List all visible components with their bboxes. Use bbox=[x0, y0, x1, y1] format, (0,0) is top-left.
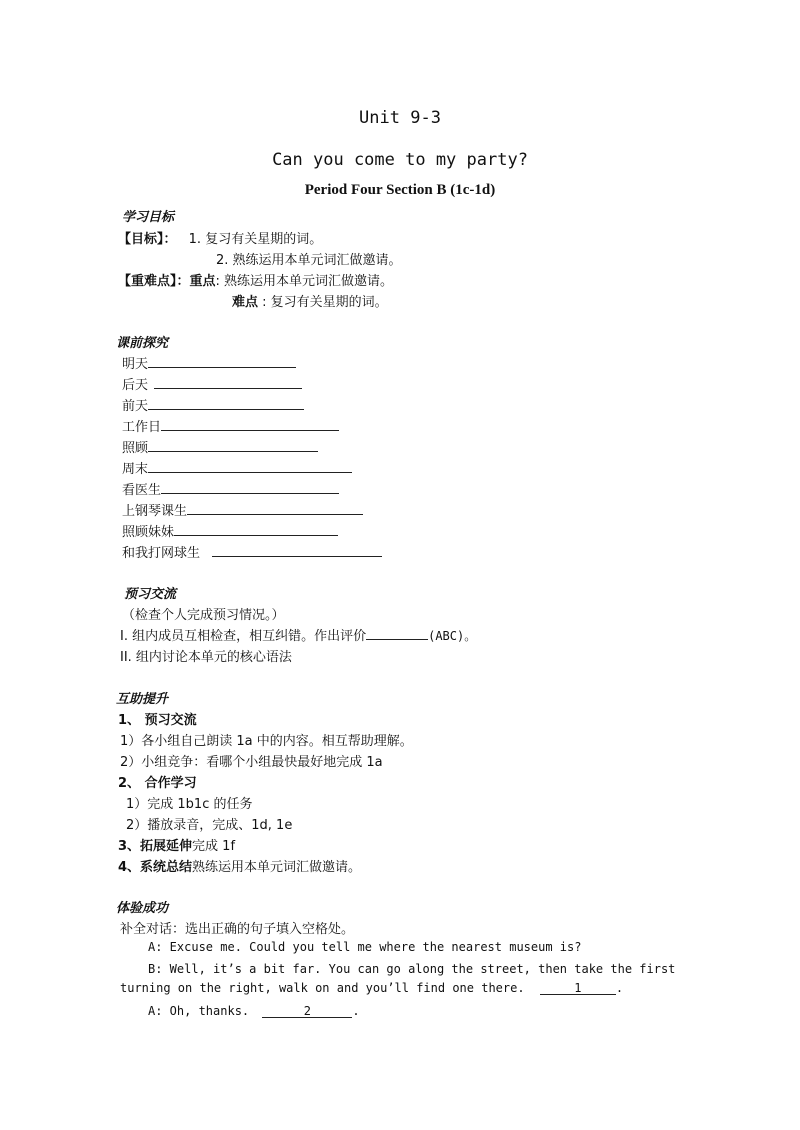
answer-blank bbox=[187, 501, 363, 515]
answer-blank bbox=[148, 396, 304, 410]
section-3: 3、拓展延伸完成 1f bbox=[118, 839, 236, 854]
difficult-label: 难点 bbox=[232, 295, 259, 310]
difficult-row bbox=[232, 291, 388, 310]
success-heading: 体验成功 bbox=[116, 901, 169, 916]
target-2: 2. 熟练运用本单元词汇做邀请。 bbox=[216, 253, 402, 268]
key-label: 【重难点】： bbox=[118, 274, 190, 289]
answer-blank bbox=[161, 417, 339, 431]
dialogue-b1: B: Well, it’s a bit far. You can go along the street, then take the first bbox=[148, 962, 676, 976]
goals-heading: 学习目标 bbox=[122, 210, 175, 225]
answer-blank bbox=[148, 354, 296, 368]
unit-title: Unit 9-3 bbox=[359, 108, 441, 128]
vocab-item: 后天 bbox=[122, 374, 302, 393]
dialogue-a2: A: Oh, thanks. 2 . bbox=[148, 1004, 360, 1018]
target-1: 1. 复习有关星期的词。 bbox=[188, 232, 323, 247]
dialogue-a1: A: Excuse me. Could you tell me where the nearest museum is? bbox=[148, 940, 582, 954]
key-point-label: 重点 bbox=[189, 274, 216, 289]
exchange-item-2: II. 组内讨论本单元的核心语法 bbox=[120, 650, 292, 665]
answer-blank bbox=[148, 459, 352, 473]
difficult-point: : 复习有关星期的词。 bbox=[258, 295, 388, 310]
section-1-item-2: 2）小组竞争：看哪个小组最快最好地完成 1a bbox=[120, 755, 383, 770]
dialogue-blank-1: 1 bbox=[540, 981, 616, 995]
section-1-title: 1、 预习交流 bbox=[118, 713, 197, 728]
dialogue-b2: turning on the right, walk on and you’ll find one there. 1 . bbox=[120, 981, 624, 995]
lesson-title: Can you come to my party? bbox=[272, 150, 528, 170]
vocab-item: 明天 bbox=[122, 353, 296, 372]
target-row-1 bbox=[118, 228, 322, 247]
section-2-item-1: 1）完成 1b1c 的任务 bbox=[126, 797, 253, 812]
answer-blank bbox=[154, 375, 302, 389]
vocab-item: 和我打网球生 bbox=[122, 542, 382, 561]
section-2-item-2: 2）播放录音，完成、1d, 1e bbox=[126, 818, 293, 833]
exchange-heading: 预习交流 bbox=[124, 587, 177, 602]
answer-blank bbox=[161, 480, 339, 494]
rating-blank bbox=[366, 626, 428, 640]
period-title: Period Four Section B (1c-1d) bbox=[304, 182, 496, 198]
answer-blank bbox=[148, 438, 318, 452]
vocab-item: 前天 bbox=[122, 395, 304, 414]
vocab-item: 工作日 bbox=[122, 416, 339, 435]
mutual-heading: 互助提升 bbox=[116, 692, 169, 707]
target-label: 【目标】： bbox=[118, 232, 177, 247]
key-point: : 熟练运用本单元词汇做邀请。 bbox=[215, 274, 394, 289]
exchange-item-1: I. 组内成员互相检查，相互纠错。作出评价 (ABC)。 bbox=[120, 625, 476, 644]
dialogue-blank-2: 2 bbox=[262, 1004, 352, 1018]
preview-heading: 课前探究 bbox=[116, 336, 169, 351]
section-2-title: 2、 合作学习 bbox=[118, 776, 197, 791]
section-1-item-1: 1）各小组自己朗读 1a 中的内容。相互帮助理解。 bbox=[120, 734, 413, 749]
vocab-item: 看医生 bbox=[122, 479, 339, 498]
vocab-item: 照顾妹妹 bbox=[122, 521, 338, 540]
vocab-item: 照顾 bbox=[122, 437, 318, 456]
vocab-item: 上钢琴课生 bbox=[122, 500, 363, 519]
answer-blank bbox=[212, 543, 382, 557]
vocab-item: 周末 bbox=[122, 458, 352, 477]
key-row bbox=[118, 270, 393, 289]
section-4: 4、系统总结熟练运用本单元词汇做邀请。 bbox=[118, 860, 362, 875]
success-instruction: 补全对话：选出正确的句子填入空格处。 bbox=[120, 922, 355, 937]
exchange-note: （检查个人完成预习情况。） bbox=[122, 608, 285, 623]
answer-blank bbox=[174, 522, 338, 536]
